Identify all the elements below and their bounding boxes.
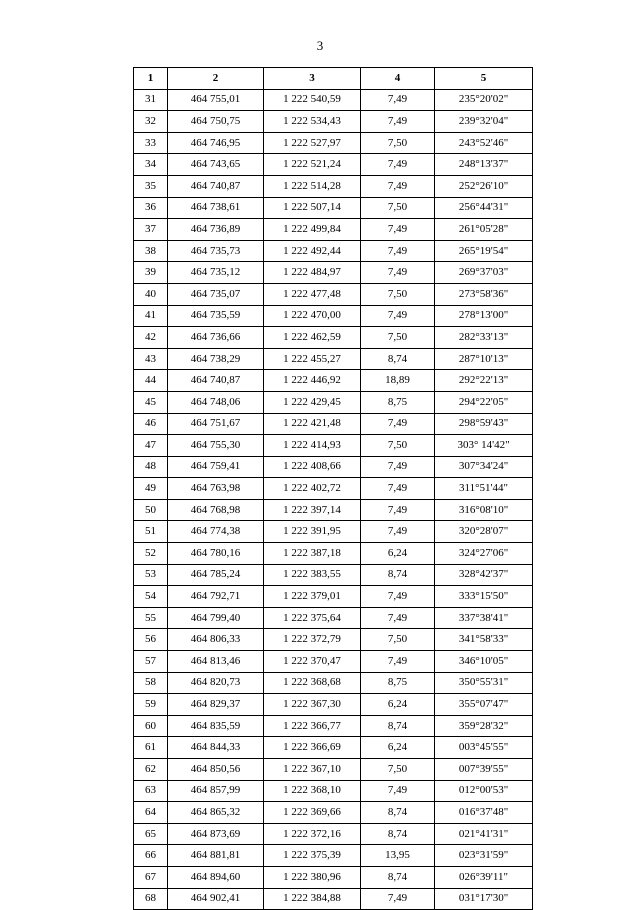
distance-cell: 7,49	[361, 154, 435, 176]
bearing-cell: 007°39'55"	[435, 759, 533, 781]
point-number-cell: 56	[134, 629, 168, 651]
table-row	[134, 845, 533, 867]
y-coordinate-cell: 1 222 421,48	[264, 413, 361, 435]
point-number-cell: 33	[134, 132, 168, 154]
x-coordinate-cell: 464 806,33	[168, 629, 264, 651]
coordinates-table	[133, 67, 533, 910]
table-row	[134, 651, 533, 673]
table-row	[134, 586, 533, 608]
table-row	[134, 348, 533, 370]
table-row	[134, 737, 533, 759]
y-coordinate-cell: 1 222 372,16	[264, 823, 361, 845]
point-number-cell: 53	[134, 564, 168, 586]
y-coordinate-cell: 1 222 402,72	[264, 478, 361, 500]
point-number-cell: 50	[134, 499, 168, 521]
point-number-cell: 44	[134, 370, 168, 392]
bearing-cell: 350°55'31"	[435, 672, 533, 694]
point-number-cell: 38	[134, 240, 168, 262]
distance-cell: 7,50	[361, 197, 435, 219]
distance-cell: 8,75	[361, 672, 435, 694]
bearing-cell: 031°17'30"	[435, 888, 533, 910]
point-number-cell: 39	[134, 262, 168, 284]
bearing-cell: 252°26'10"	[435, 175, 533, 197]
y-coordinate-cell: 1 222 527,97	[264, 132, 361, 154]
table-header	[134, 68, 533, 90]
bearing-cell: 355°07'47"	[435, 694, 533, 716]
table-row	[134, 478, 533, 500]
y-coordinate-cell: 1 222 375,64	[264, 607, 361, 629]
table-row	[134, 888, 533, 910]
x-coordinate-cell: 464 894,60	[168, 866, 264, 888]
table-row	[134, 305, 533, 327]
bearing-cell: 016°37'48"	[435, 802, 533, 824]
y-coordinate-cell: 1 222 387,18	[264, 543, 361, 565]
y-coordinate-cell: 1 222 384,88	[264, 888, 361, 910]
distance-cell: 7,50	[361, 327, 435, 349]
y-coordinate-cell: 1 222 366,77	[264, 715, 361, 737]
x-coordinate-cell: 464 755,30	[168, 435, 264, 457]
point-number-cell: 52	[134, 543, 168, 565]
bearing-cell: 248°13'37"	[435, 154, 533, 176]
y-coordinate-cell: 1 222 507,14	[264, 197, 361, 219]
distance-cell: 7,49	[361, 651, 435, 673]
y-coordinate-cell: 1 222 540,59	[264, 89, 361, 111]
y-coordinate-cell: 1 222 462,59	[264, 327, 361, 349]
table-row	[134, 780, 533, 802]
table-row	[134, 499, 533, 521]
bearing-cell: 261°05'28"	[435, 219, 533, 241]
distance-cell: 8,74	[361, 823, 435, 845]
x-coordinate-cell: 464 768,98	[168, 499, 264, 521]
x-coordinate-cell: 464 751,67	[168, 413, 264, 435]
distance-cell: 7,50	[361, 132, 435, 154]
y-coordinate-cell: 1 222 521,24	[264, 154, 361, 176]
x-coordinate-cell: 464 865,32	[168, 802, 264, 824]
bearing-cell: 003°45'55"	[435, 737, 533, 759]
point-number-cell: 65	[134, 823, 168, 845]
table-row	[134, 802, 533, 824]
x-coordinate-cell: 464 735,59	[168, 305, 264, 327]
y-coordinate-cell: 1 222 499,84	[264, 219, 361, 241]
point-number-cell: 45	[134, 391, 168, 413]
column-header-1: 1	[134, 68, 168, 90]
distance-cell: 8,74	[361, 715, 435, 737]
point-number-cell: 60	[134, 715, 168, 737]
table-body	[134, 89, 533, 910]
column-header-4: 4	[361, 68, 435, 90]
table-row	[134, 262, 533, 284]
table-row	[134, 175, 533, 197]
distance-cell: 7,49	[361, 780, 435, 802]
distance-cell: 7,49	[361, 240, 435, 262]
table-row	[134, 715, 533, 737]
table-row	[134, 521, 533, 543]
point-number-cell: 34	[134, 154, 168, 176]
bearing-cell: 333°15'50"	[435, 586, 533, 608]
distance-cell: 7,49	[361, 888, 435, 910]
x-coordinate-cell: 464 746,95	[168, 132, 264, 154]
point-number-cell: 37	[134, 219, 168, 241]
bearing-cell: 269°37'03"	[435, 262, 533, 284]
table-row	[134, 154, 533, 176]
x-coordinate-cell: 464 829,37	[168, 694, 264, 716]
bearing-cell: 273°58'36"	[435, 283, 533, 305]
y-coordinate-cell: 1 222 375,39	[264, 845, 361, 867]
distance-cell: 7,49	[361, 219, 435, 241]
table-row	[134, 391, 533, 413]
bearing-cell: 346°10'05"	[435, 651, 533, 673]
table-row	[134, 543, 533, 565]
bearing-cell: 012°00'53"	[435, 780, 533, 802]
table-row	[134, 672, 533, 694]
y-coordinate-cell: 1 222 368,68	[264, 672, 361, 694]
bearing-cell: 341°58'33"	[435, 629, 533, 651]
x-coordinate-cell: 464 738,61	[168, 197, 264, 219]
y-coordinate-cell: 1 222 379,01	[264, 586, 361, 608]
point-number-cell: 41	[134, 305, 168, 327]
point-number-cell: 61	[134, 737, 168, 759]
x-coordinate-cell: 464 780,16	[168, 543, 264, 565]
distance-cell: 7,50	[361, 629, 435, 651]
bearing-cell: 324°27'06"	[435, 543, 533, 565]
point-number-cell: 54	[134, 586, 168, 608]
x-coordinate-cell: 464 799,40	[168, 607, 264, 629]
y-coordinate-cell: 1 222 380,96	[264, 866, 361, 888]
distance-cell: 7,49	[361, 607, 435, 629]
x-coordinate-cell: 464 735,12	[168, 262, 264, 284]
point-number-cell: 63	[134, 780, 168, 802]
y-coordinate-cell: 1 222 368,10	[264, 780, 361, 802]
table-row	[134, 456, 533, 478]
bearing-cell: 023°31'59"	[435, 845, 533, 867]
distance-cell: 7,49	[361, 89, 435, 111]
y-coordinate-cell: 1 222 492,44	[264, 240, 361, 262]
table-row	[134, 132, 533, 154]
point-number-cell: 66	[134, 845, 168, 867]
table-row	[134, 759, 533, 781]
x-coordinate-cell: 464 736,89	[168, 219, 264, 241]
distance-cell: 7,50	[361, 435, 435, 457]
point-number-cell: 64	[134, 802, 168, 824]
point-number-cell: 36	[134, 197, 168, 219]
y-coordinate-cell: 1 222 408,66	[264, 456, 361, 478]
table-row	[134, 866, 533, 888]
bearing-cell: 265°19'54"	[435, 240, 533, 262]
bearing-cell: 298°59'43"	[435, 413, 533, 435]
point-number-cell: 49	[134, 478, 168, 500]
y-coordinate-cell: 1 222 370,47	[264, 651, 361, 673]
y-coordinate-cell: 1 222 429,45	[264, 391, 361, 413]
x-coordinate-cell: 464 881,81	[168, 845, 264, 867]
y-coordinate-cell: 1 222 484,97	[264, 262, 361, 284]
y-coordinate-cell: 1 222 366,69	[264, 737, 361, 759]
distance-cell: 8,74	[361, 564, 435, 586]
bearing-cell: 307°34'24"	[435, 456, 533, 478]
point-number-cell: 31	[134, 89, 168, 111]
x-coordinate-cell: 464 792,71	[168, 586, 264, 608]
bearing-cell: 320°28'07"	[435, 521, 533, 543]
x-coordinate-cell: 464 857,99	[168, 780, 264, 802]
distance-cell: 7,49	[361, 499, 435, 521]
bearing-cell: 026°39'11"	[435, 866, 533, 888]
distance-cell: 7,49	[361, 586, 435, 608]
distance-cell: 18,89	[361, 370, 435, 392]
point-number-cell: 42	[134, 327, 168, 349]
x-coordinate-cell: 464 736,66	[168, 327, 264, 349]
x-coordinate-cell: 464 902,41	[168, 888, 264, 910]
bearing-cell: 303° 14'42"	[435, 435, 533, 457]
bearing-cell: 359°28'32"	[435, 715, 533, 737]
point-number-cell: 68	[134, 888, 168, 910]
point-number-cell: 47	[134, 435, 168, 457]
x-coordinate-cell: 464 755,01	[168, 89, 264, 111]
bearing-cell: 278°13'00"	[435, 305, 533, 327]
table-row	[134, 694, 533, 716]
x-coordinate-cell: 464 835,59	[168, 715, 264, 737]
distance-cell: 8,75	[361, 391, 435, 413]
table-row	[134, 89, 533, 111]
table-row	[134, 327, 533, 349]
table-row	[134, 823, 533, 845]
distance-cell: 7,49	[361, 111, 435, 133]
x-coordinate-cell: 464 820,73	[168, 672, 264, 694]
column-header-5: 5	[435, 68, 533, 90]
distance-cell: 6,24	[361, 737, 435, 759]
x-coordinate-cell: 464 759,41	[168, 456, 264, 478]
distance-cell: 7,49	[361, 175, 435, 197]
point-number-cell: 59	[134, 694, 168, 716]
distance-cell: 7,49	[361, 305, 435, 327]
page-number: 3	[316, 38, 324, 53]
table-row	[134, 111, 533, 133]
y-coordinate-cell: 1 222 367,10	[264, 759, 361, 781]
bearing-cell: 311°51'44"	[435, 478, 533, 500]
bearing-cell: 328°42'37"	[435, 564, 533, 586]
distance-cell: 7,49	[361, 478, 435, 500]
y-coordinate-cell: 1 222 414,93	[264, 435, 361, 457]
x-coordinate-cell: 464 735,07	[168, 283, 264, 305]
distance-cell: 6,24	[361, 543, 435, 565]
column-header-2: 2	[168, 68, 264, 90]
y-coordinate-cell: 1 222 369,66	[264, 802, 361, 824]
distance-cell: 7,49	[361, 521, 435, 543]
x-coordinate-cell: 464 750,75	[168, 111, 264, 133]
point-number-cell: 46	[134, 413, 168, 435]
table-row	[134, 240, 533, 262]
x-coordinate-cell: 464 740,87	[168, 175, 264, 197]
y-coordinate-cell: 1 222 367,30	[264, 694, 361, 716]
bearing-cell: 292°22'13"	[435, 370, 533, 392]
table-row	[134, 564, 533, 586]
x-coordinate-cell: 464 763,98	[168, 478, 264, 500]
header-row	[134, 68, 533, 90]
x-coordinate-cell: 464 748,06	[168, 391, 264, 413]
point-number-cell: 57	[134, 651, 168, 673]
table-row	[134, 283, 533, 305]
distance-cell: 7,49	[361, 456, 435, 478]
x-coordinate-cell: 464 813,46	[168, 651, 264, 673]
x-coordinate-cell: 464 738,29	[168, 348, 264, 370]
bearing-cell: 337°38'41"	[435, 607, 533, 629]
x-coordinate-cell: 464 774,38	[168, 521, 264, 543]
distance-cell: 8,74	[361, 866, 435, 888]
table-row	[134, 435, 533, 457]
bearing-cell: 287°10'13"	[435, 348, 533, 370]
column-header-3: 3	[264, 68, 361, 90]
y-coordinate-cell: 1 222 446,92	[264, 370, 361, 392]
bearing-cell: 316°08'10"	[435, 499, 533, 521]
table-row	[134, 197, 533, 219]
distance-cell: 7,49	[361, 262, 435, 284]
bearing-cell: 239°32'04"	[435, 111, 533, 133]
point-number-cell: 32	[134, 111, 168, 133]
x-coordinate-cell: 464 785,24	[168, 564, 264, 586]
x-coordinate-cell: 464 743,65	[168, 154, 264, 176]
point-number-cell: 67	[134, 866, 168, 888]
distance-cell: 8,74	[361, 348, 435, 370]
bearing-cell: 282°33'13"	[435, 327, 533, 349]
x-coordinate-cell: 464 873,69	[168, 823, 264, 845]
point-number-cell: 40	[134, 283, 168, 305]
distance-cell: 7,50	[361, 283, 435, 305]
distance-cell: 13,95	[361, 845, 435, 867]
point-number-cell: 55	[134, 607, 168, 629]
distance-cell: 8,74	[361, 802, 435, 824]
y-coordinate-cell: 1 222 470,00	[264, 305, 361, 327]
bearing-cell: 243°52'46"	[435, 132, 533, 154]
y-coordinate-cell: 1 222 383,55	[264, 564, 361, 586]
point-number-cell: 43	[134, 348, 168, 370]
y-coordinate-cell: 1 222 372,79	[264, 629, 361, 651]
bearing-cell: 294°22'05"	[435, 391, 533, 413]
table-row	[134, 413, 533, 435]
x-coordinate-cell: 464 740,87	[168, 370, 264, 392]
distance-cell: 6,24	[361, 694, 435, 716]
point-number-cell: 51	[134, 521, 168, 543]
y-coordinate-cell: 1 222 455,27	[264, 348, 361, 370]
table-row	[134, 607, 533, 629]
x-coordinate-cell: 464 844,33	[168, 737, 264, 759]
table-row	[134, 370, 533, 392]
x-coordinate-cell: 464 735,73	[168, 240, 264, 262]
table-row	[134, 219, 533, 241]
y-coordinate-cell: 1 222 514,28	[264, 175, 361, 197]
bearing-cell: 021°41'31"	[435, 823, 533, 845]
point-number-cell: 48	[134, 456, 168, 478]
distance-cell: 7,49	[361, 413, 435, 435]
bearing-cell: 235°20'02"	[435, 89, 533, 111]
y-coordinate-cell: 1 222 391,95	[264, 521, 361, 543]
x-coordinate-cell: 464 850,56	[168, 759, 264, 781]
y-coordinate-cell: 1 222 397,14	[264, 499, 361, 521]
table-row	[134, 629, 533, 651]
y-coordinate-cell: 1 222 534,43	[264, 111, 361, 133]
y-coordinate-cell: 1 222 477,48	[264, 283, 361, 305]
bearing-cell: 256°44'31"	[435, 197, 533, 219]
distance-cell: 7,50	[361, 759, 435, 781]
point-number-cell: 58	[134, 672, 168, 694]
point-number-cell: 35	[134, 175, 168, 197]
point-number-cell: 62	[134, 759, 168, 781]
